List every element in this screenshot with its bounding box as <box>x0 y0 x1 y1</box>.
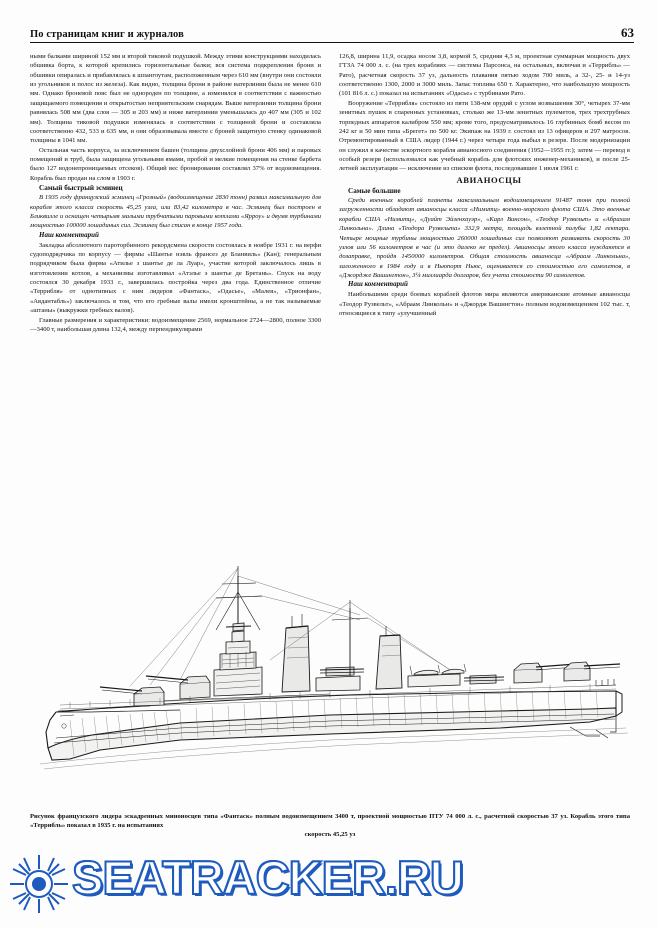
right-column <box>339 52 630 334</box>
page-number: 63 <box>621 25 634 40</box>
subsection-heading: Наш комментарий <box>348 280 408 289</box>
paragraph: 126,8, ширина 11,9, осадка носом 3,8, кормой 5, средняя 4,3 м, проектная суммарная мощность двух ГТЗА 74 000 л. с. (на трех корабляях — системы Парсонса, на остальных, включая и «Террибль» — Рато), расчетная скорость 37 уз, дальность плавания пятью ходом 700 миль, а 32-, 25- и 14-уз соответственно 1300, 2000 и 3000 миль. Запас топлива 650 т. Характерно, что наибольшую мощность (101 816 л. с.) показал на испытаниях «Одасье» с турбинами Рато. <box>339 53 630 98</box>
left-column <box>30 52 321 334</box>
watermark <box>0 845 658 928</box>
watermark-text: SEATRACKER.RU <box>72 851 463 904</box>
paragraph: Наибольшими среди боевых кораблей флотов мира являются американские атомные авианосцы «Теодор Рузвельт», «Абраам Линкольн» и «Джордж Вашингтон» полным водоизмещением 102 тыс. т, относящиеся к типу «улучшенный <box>339 291 630 317</box>
paragraph-italic: Среди военных кораблей планеты максимальным водоизмещением 91487 тонн при полной загруженности обладают авианосцы класса «Нимитц» военно-морского флота США. Это военные корабли США «Нимитц», «Дуайт Эйзенхауэр», «Карл Винсон», «Теодор Рузвельт» и «Абрахам Линкольна». Длина «Теодора Рузвельта» 332,9 метра, площадь взлетной палубы 1,82 гектара. Четыре мощные турбины мощностью 260000 лошадиных сил позволяют развивать скорость 30 узлов или 56 километров в час (и это далеко не предел). Авианосцы этого класса нуждаются в дозаправке, пройдя 1450000 километров. Общая стоимость авианосца «Абраам Линкольна», заложенного в 1984 году и в Ньюпорт Ньюс, оценивается со стоимостью его самолетов, в «Джордже Вашингтон», 3¼ миллиарда долларов, без учета стоимости 90 самолетов. <box>339 197 630 279</box>
paragraph-italic: В 1935 году французский эсминец «Грозный» (водоизмещение 2830 тонн) развил максимальную для корабля этого класса скорость 45,25 узла, или 83,42 километра в час. Эсминец был построен в Бликвилле и оснащен четырьмя малыми трубчатыми паровыми котлами «Ярроу» и двумя турбинами мощностью 100000 лошадиных сил. Эсминец был списан в конце 1957 года. <box>30 194 321 230</box>
figure-caption <box>30 812 630 839</box>
paragraph: ными балками шириной 152 мм и второй тиковой подушкой. Между этими конструкциями находилась обшивка борта, к которой крепились горизонтальные балки; вся система подкрепления брони и обшивки опиралась и прибавлялась к шпангоутам, расположенным через 610 мм (внутри они состояли из угольников и полос из железа). Как видно, толщина брони в районе ватерлинии была не менее 610 мм. Однако броневой пояс был не однороден по толщине, а изменялся в соответствии с важностью защищаемого помещения и открытостью неприятельским снарядам. Выше ватерлинии толщина брони равнялась 508 мм (два слоя — 305 и 203 мм) и ниже ватерлинии уменьшалась до 407 мм (305 и 102 мм). Толщина тиковой подушки изменялась в соответствии с толщиной брони и составляла соответственно 432, 533 и 635 мм, и они образовывала вместе с броней защитную стенку одинаковой толщины в 1041 мм. <box>30 53 321 145</box>
section-heading: Самый быстрый эсминец <box>39 184 123 193</box>
page-title: По страницам книг и журналов <box>30 29 184 40</box>
ship-illustration <box>30 480 630 810</box>
figure-caption-last-line: скорость 45,25 уз <box>304 831 356 839</box>
ship-drawing-svg <box>30 480 630 810</box>
section-heading-aircraft-carriers: АВИАНОСЦЫ <box>456 174 522 185</box>
paragraph: Главные размерения и характеристики: водоизмещение 2569, нормальное 2724—2800, полное 3300—3400 т, наибольшая длина 132,4, между перпендикулярами <box>30 316 321 333</box>
paragraph: Закладка абсолютного пароторбинного рекордсмена скорости состоялась в ноябре 1931 г. на верфи судоподрядчика по корпусу — фирмы «Шантье нэвль франсез де Бланвиль» (Кан); генеральным подрядчиком была фирма «Атилье з шантье де ла Луар», участие которой заключалось лишь в изготовлении котлов, а механизмы изготавливал «Атэлье э шантье де Бретань». Спуск на воду состоялся 30 декабря 1933 г., завершилась постройка через два года. Единственное отличие «Террибля» от однотипных с ним лидеров «Фантаск», «Одасье», «Малея», «Трионфан», «Авдантабль») заключалось в том, что его гребные валы имели кронштейны, а не так называемые «штаны» (выкружки гребных валов). <box>30 241 321 315</box>
paragraph: Остальная часть корпуса, за исключением башен (толщина двухслойной брони 406 мм) и паровых помещений и труб, была защищена угольными ямами, пробой и мелкие помещения на стенке барбета было 127 водонепроницаемых отсеков). Общий вес бронирования составлял 37% от водоизмещения. Корабль был продан на слом в 1903 г. <box>30 146 321 182</box>
paragraph: Вооружение «Террибля» состояло из пяти 138-мм орудий с углом возвышения 30°, четырех 37-мм зенитных пушек в спаренных установках, столько же 13-мм зенитных пулеметов, трех трехтрубных торпедных аппаратов калибром 550 мм; кроме того, предусматривалось 16 глубинных бомб весом по 242 кг и 50 мин типа «Брегет» по 500 кг. Экипаж на 1939 г. состоял из 13 офицеров и 297 матросов. Отремонтированный в США лидер (1944 г.) через четыре года выбыл в резерв. После модернизации он служил в качестве эскортного корабля авианосного соединения (1952—1955 гг.); затем — перевод в особый резерв (использовался как учебный корабль для флотских инженер-механиков), и после 25-летней эксплуатации — исключение из списков флота, последовавшее 1 июля 1961 г. <box>339 99 630 173</box>
section-heading: Самые большие <box>348 186 401 195</box>
sun-logo-icon <box>8 853 70 915</box>
text-columns <box>30 52 630 334</box>
page-header <box>30 22 634 43</box>
figure-caption-main: Рисунок французского лидера эскадренных миноносцев типа «Фантаск» полным водоизмещением 3400 т, проектной мощностью ПТУ 74 000 л. с., расчетной скоростью 37 уз. Корабль этого типа «Террибль» показал в 1935 г. на испытаниях <box>30 813 630 830</box>
subsection-heading: Наш комментарий <box>39 230 99 239</box>
